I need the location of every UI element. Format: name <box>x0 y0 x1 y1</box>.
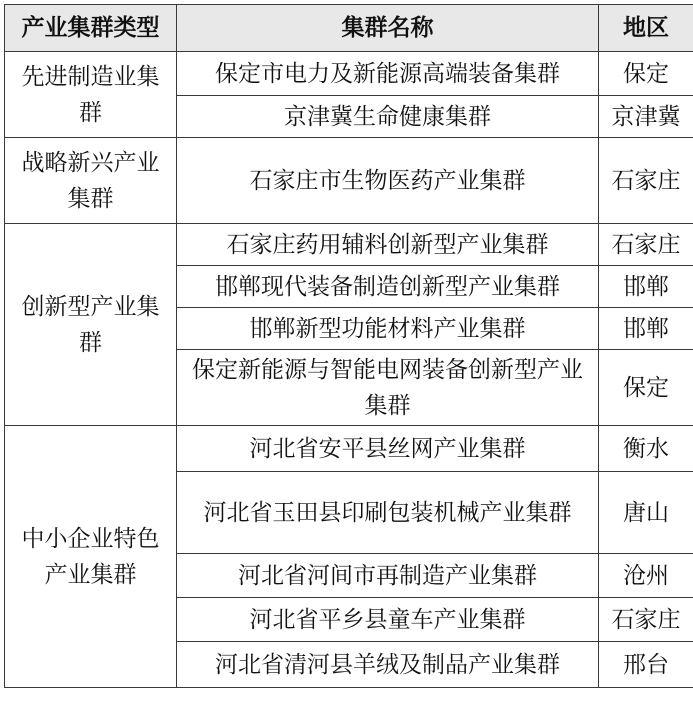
cluster-name-cell: 河北省清河县羊绒及制品产业集群 <box>177 642 599 688</box>
table-row <box>5 52 693 96</box>
region-cell: 石家庄 <box>599 138 693 224</box>
header-cluster-name: 集群名称 <box>177 5 599 52</box>
cluster-type-cell: 先进制造业集群 <box>5 52 177 138</box>
region-cell: 京津冀 <box>599 96 693 138</box>
cluster-name-cell: 邯郸新型功能材料产业集群 <box>177 308 599 350</box>
cluster-name-cell: 石家庄市生物医药产业集群 <box>177 138 599 224</box>
region-cell: 邯郸 <box>599 308 693 350</box>
region-cell: 唐山 <box>599 472 693 554</box>
region-cell: 沧州 <box>599 554 693 598</box>
cluster-name-cell: 保定新能源与智能电网装备创新型产业集群 <box>177 350 599 426</box>
cluster-name-cell: 邯郸现代装备制造创新型产业集群 <box>177 266 599 308</box>
region-cell: 衡水 <box>599 426 693 472</box>
table-row <box>5 426 693 472</box>
region-cell: 石家庄 <box>599 224 693 266</box>
cluster-name-cell: 河北省河间市再制造产业集群 <box>177 554 599 598</box>
industry-cluster-table <box>4 4 693 688</box>
header-region: 地区 <box>599 5 693 52</box>
cluster-name-cell: 保定市电力及新能源高端装备集群 <box>177 52 599 96</box>
cluster-name-cell: 河北省安平县丝网产业集群 <box>177 426 599 472</box>
region-cell: 保定 <box>599 350 693 426</box>
table-row <box>5 138 693 224</box>
region-cell: 石家庄 <box>599 598 693 642</box>
table-row <box>5 224 693 266</box>
cluster-name-cell: 河北省平乡县童车产业集群 <box>177 598 599 642</box>
cluster-name-cell: 石家庄药用辅料创新型产业集群 <box>177 224 599 266</box>
region-cell: 邯郸 <box>599 266 693 308</box>
table-body <box>5 52 693 688</box>
header-cluster-type: 产业集群类型 <box>5 5 177 52</box>
region-cell: 邢台 <box>599 642 693 688</box>
header-row <box>5 5 693 52</box>
cluster-name-cell: 京津冀生命健康集群 <box>177 96 599 138</box>
cluster-type-cell: 战略新兴产业集群 <box>5 138 177 224</box>
cluster-name-cell: 河北省玉田县印刷包装机械产业集群 <box>177 472 599 554</box>
cluster-type-cell: 中小企业特色产业集群 <box>5 426 177 688</box>
region-cell: 保定 <box>599 52 693 96</box>
cluster-type-cell: 创新型产业集群 <box>5 224 177 426</box>
